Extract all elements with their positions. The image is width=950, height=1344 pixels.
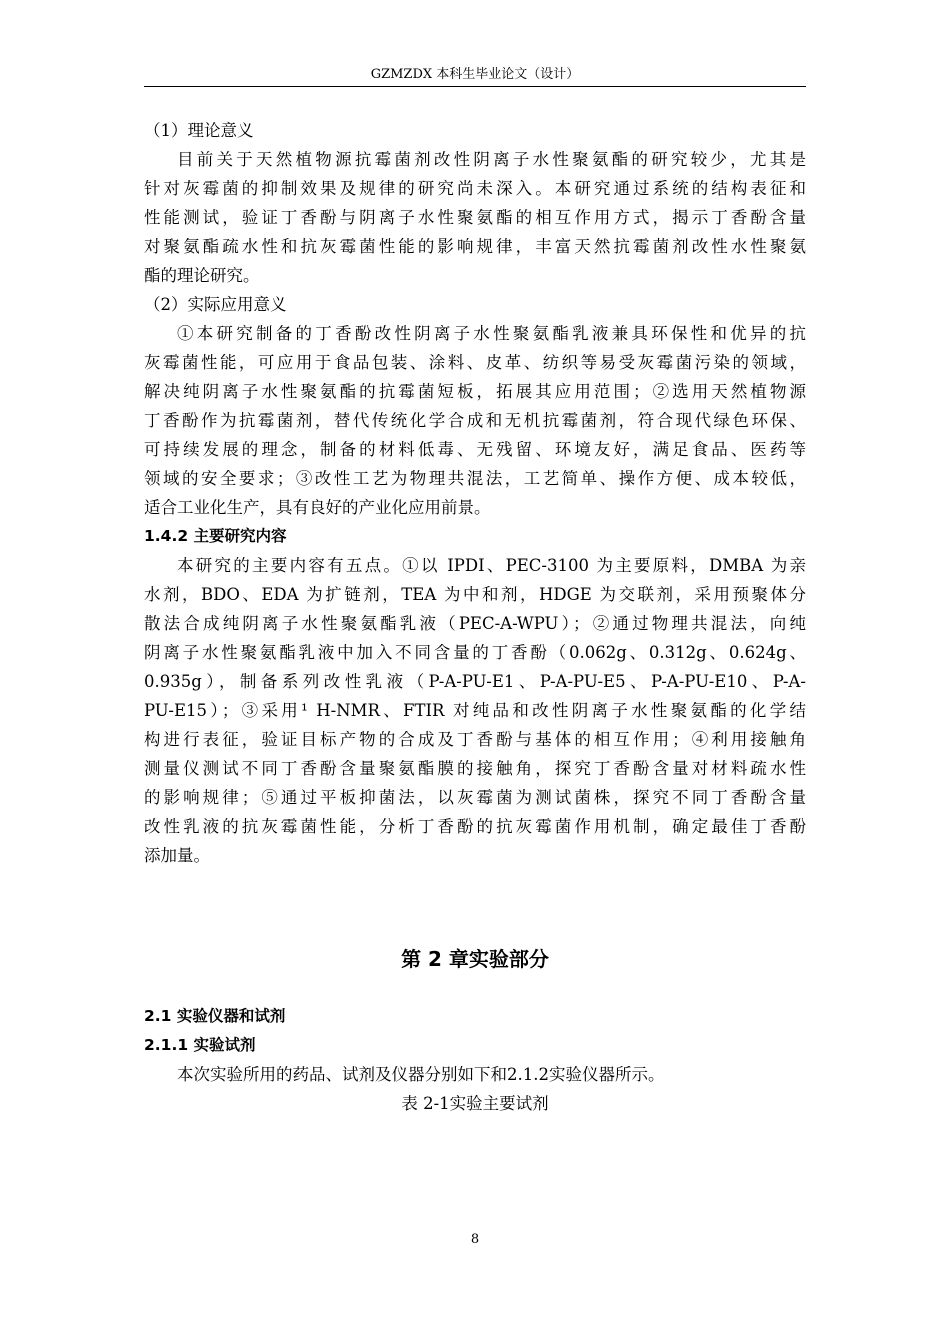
practical-line-1: ①本研究制备的丁香酚改性阴离子水性聚氨酯乳液兼具环保性和优异的抗	[177, 324, 806, 343]
content-line-11: 添加量。	[144, 846, 210, 865]
section-2-1-block	[144, 1002, 806, 1118]
practical-line-2: 灰霉菌性能，可应用于食品包装、涂料、皮革、纺织等易受灰霉菌污染的领域，	[144, 353, 806, 372]
content-line-2: 水剂，BDO、EDA 为扩链剂，TEA 为中和剂，HDGE 为交联剂，采用预聚体分	[144, 585, 806, 604]
practical-line-6: 领域的安全要求；③改性工艺为物理共混法，工艺简单、操作方便、成本较低，	[144, 469, 806, 488]
header-rule	[144, 86, 806, 87]
practical-line-4: 丁香酚作为抗霉菌剂，替代传统化学合成和无机抗霉菌剂，符合现代绿色环保、	[144, 411, 806, 430]
page-number: 8	[470, 1232, 480, 1247]
section-heading-2-1: 2.1 实验仪器和试剂	[144, 1007, 286, 1025]
theory-heading: （1）理论意义	[144, 121, 254, 140]
content-line-1: 本研究的主要内容有五点。①以 IPDI、PEC-3100 为主要原料，DMBA 为亲	[177, 556, 806, 575]
reagents-intro-line: 本次实验所用的药品、试剂及仪器分别如下和2.1.2实验仪器所示。	[177, 1065, 665, 1084]
table-caption: 表 2-1实验主要试剂	[401, 1094, 549, 1113]
chapter-title: 第 2 章实验部分	[401, 947, 549, 971]
main-content	[144, 116, 806, 870]
practical-line-3: 解决纯阴离子水性聚氨酯的抗霉菌短板，拓展其应用范围；②选用天然植物源	[144, 382, 806, 401]
content-line-10: 改性乳液的抗灰霉菌性能，分析丁香酚的抗灰霉菌作用机制，确定最佳丁香酚	[144, 817, 806, 836]
page-header: GZMZDX 本科生毕业论文（设计）	[370, 67, 580, 82]
practical-line-7: 适合工业化生产，具有良好的产业化应用前景。	[144, 498, 491, 517]
section-heading-2-1-1: 2.1.1 实验试剂	[144, 1036, 256, 1054]
content-line-9: 的影响规律；⑤通过平板抑菌法，以灰霉菌为测试菌株，探究不同丁香酚含量	[144, 788, 806, 807]
content-line-8: 测量仪测试不同丁香酚含量聚氨酯膜的接触角，探究丁香酚含量对材料疏水性	[144, 759, 806, 778]
content-line-5: 0.935g），制备系列改性乳液（P-A-PU-E1、P-A-PU-E5、P-A-PU-E10、P-A-	[144, 672, 806, 691]
theory-line-5: 酯的理论研究。	[144, 266, 260, 285]
theory-line-1: 目前关于天然植物源抗霉菌剂改性阴离子水性聚氨酯的研究较少，尤其是	[177, 150, 806, 169]
content-line-4: 阴离子水性聚氨酯乳液中加入不同含量的丁香酚（0.062g、0.312g、0.624g、	[144, 643, 806, 662]
content-line-7: 构进行表征，验证目标产物的合成及丁香酚与基体的相互作用；④利用接触角	[144, 730, 806, 749]
theory-line-2: 针对灰霉菌的抑制效果及规律的研究尚未深入。本研究通过系统的结构表征和	[144, 179, 806, 198]
section-heading-1-4-2: 1.4.2 主要研究内容	[144, 527, 287, 545]
content-line-6: PU-E15）；③采用¹ H-NMR、FTIR 对纯品和改性阴离子水性聚氨酯的化学结	[144, 701, 806, 720]
content-line-3: 散法合成纯阴离子水性聚氨酯乳液（PEC-A-WPU）；②通过物理共混法，向纯	[144, 614, 806, 633]
practical-heading: （2）实际应用意义	[144, 295, 287, 314]
theory-line-3: 性能测试，验证丁香酚与阴离子水性聚氨酯的相互作用方式，揭示丁香酚含量	[144, 208, 806, 227]
theory-line-4: 对聚氨酯疏水性和抗灰霉菌性能的影响规律，丰富天然抗霉菌剂改性水性聚氨	[144, 237, 806, 256]
practical-line-5: 可持续发展的理念，制备的材料低毒、无残留、环境友好，满足食品、医药等	[144, 440, 806, 459]
